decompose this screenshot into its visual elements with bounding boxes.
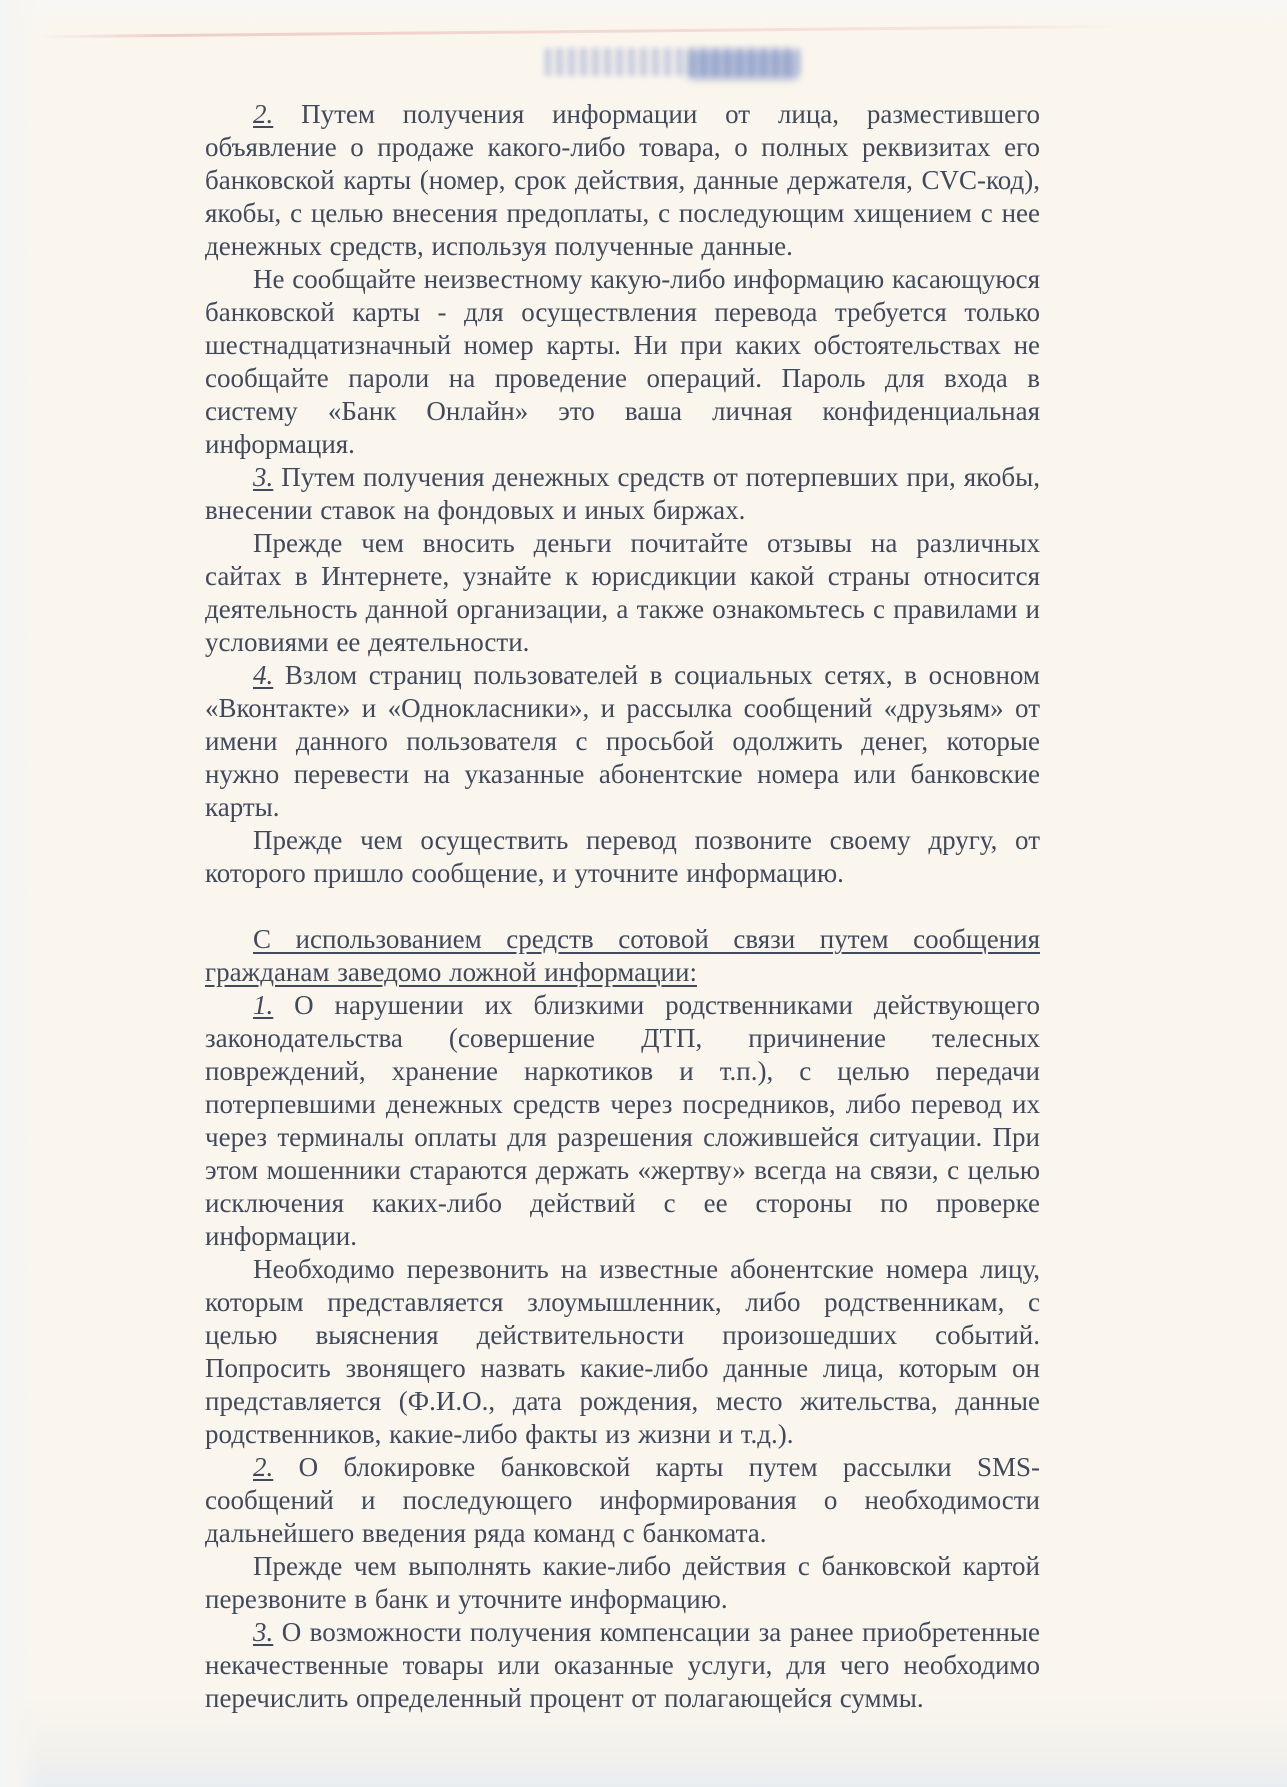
- list-marker: 3.: [253, 462, 274, 492]
- paragraph: Прежде чем вносить деньги почитайте отзывы на различных сайтах в Интернете, узнайте к юрисдикции какой страны относится деятельность данной организации, а также ознакомьтесь с правилами и условиями ее деятельности.: [205, 528, 1040, 657]
- list-marker: 3.: [253, 1617, 274, 1647]
- paragraph: Не сообщайте неизвестному какую-либо информацию касающуюся банковской карты - для осуществления перевода требуется только шестнадцатизначный номер карты. Ни при каких обстоятельствах не сообщайте пароли на проведение операций. Пароль для входа в систему «Банк Онлайн» это ваша личная конфиденциальная информация.: [205, 264, 1040, 459]
- paragraph: Прежде чем выполнять какие-либо действия с банковской картой перезвоните в банк и уточните информацию.: [205, 1551, 1040, 1614]
- paragraph: Необходимо перезвонить на известные абонентские номера лицу, которым представляется злоумышленник, либо родственникам, с целью выяснения действительности произошедших событий. Попросить звонящего назвать какие-либо данные лица, которым он представляется (Ф.И.О., дата рождения, место жительства, данные родственников, какие-либо факты из жизни и т.д.).: [205, 1254, 1040, 1449]
- document-body: [205, 98, 1040, 1715]
- paragraph: 3. Путем получения денежных средств от потерпевших при, якобы, внесении ставок на фондовых и иных биржах.: [205, 462, 1040, 525]
- list-marker: 2.: [253, 99, 274, 129]
- paragraph: 2. Путем получения информации от лица, разместившего объявление о продаже какого-либо товара, о полных реквизитах его банковской карты (номер, срок действия, данные держателя, CVC-код), якобы, с целью внесения предоплаты, с последующим хищением с нее денежных средств, используя полученные данные.: [205, 99, 1040, 261]
- blurred-stamp-dense-part: [688, 50, 798, 80]
- paragraph: Прежде чем осуществить перевод позвоните своему другу, от которого пришло сообщение, и уточните информацию.: [205, 825, 1040, 888]
- scan-artifact-line: [35, 25, 1125, 38]
- paragraph: 2. О блокировке банковской карты путем рассылки SMS-сообщений и последующего информирования о необходимости дальнейшего введения ряда команд с банкомата.: [205, 1452, 1040, 1548]
- paragraph: 4. Взлом страниц пользователей в социальных сетях, в основном «Вконтакте» и «Однокласники», и рассылка сообщений «друзьям» от имени данного пользователя с просьбой одолжить денег, которые нужно перевести на указанные абонентские номера или банковские карты.: [205, 660, 1040, 822]
- list-marker: 4.: [253, 660, 274, 690]
- paragraph: 3. О возможности получения компенсации за ранее приобретенные некачественные товары или оказанные услуги, для чего необходимо перечислить определенный процент от полагающейся суммы.: [205, 1617, 1040, 1713]
- list-marker: 1.: [253, 990, 274, 1020]
- section-heading: С использованием средств сотовой связи путем сообщения гражданам заведомо ложной информации:: [205, 924, 1040, 987]
- paragraph: 1. О нарушении их близкими родственниками действующего законодательства (совершение ДТП, причинение телесных повреждений, хранение наркотиков и т.п.), с целью передачи потерпевшими денежных средств через посредников, либо перевод их через терминалы оплаты для разрешения сложившейся ситуации. При этом мошенники стараются держать «жертву» всегда на связи, с целью исключения каких-либо действий с ее стороны по проверке информации.: [205, 990, 1040, 1251]
- list-marker: 2.: [253, 1452, 274, 1482]
